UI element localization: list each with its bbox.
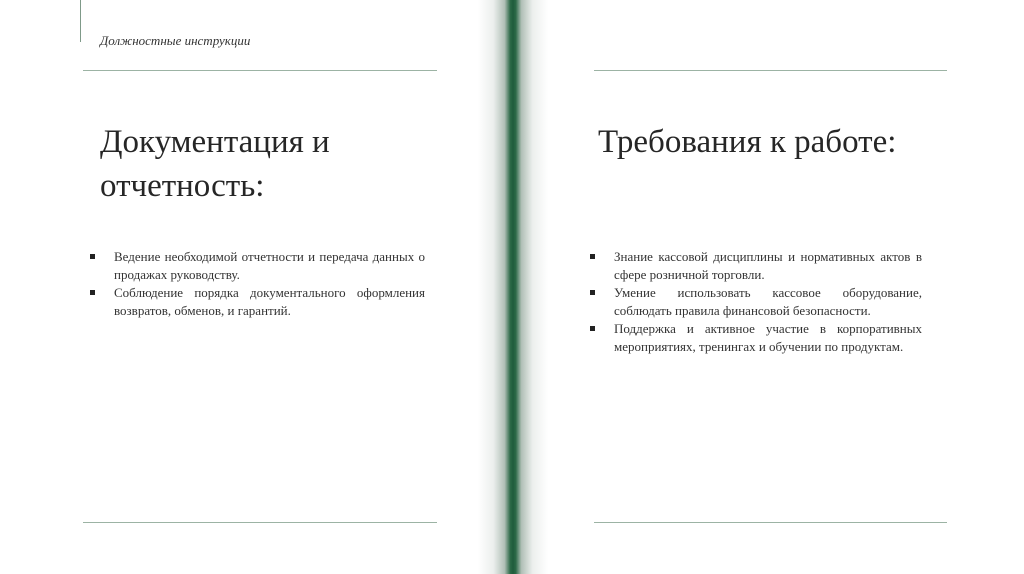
square-bullet-icon: [90, 290, 95, 295]
right-bullet-list: [590, 248, 922, 356]
square-bullet-icon: [590, 290, 595, 295]
square-bullet-icon: [590, 254, 595, 259]
list-item-text: Ведение необходимой отчетности и передача данных о продажах руководству.: [114, 249, 425, 282]
list-item-text: Знание кассовой дисциплины и нормативных актов в сфере розничной торговли.: [614, 249, 922, 282]
corner-mark-line: [80, 0, 81, 42]
left-bottom-divider: [83, 522, 437, 523]
document-header: Должностные инструкции: [100, 33, 251, 48]
left-section-heading: Документация и отчетность:: [100, 124, 330, 204]
list-item: [90, 248, 425, 284]
list-item-text: Умение использовать кассовое оборудование, соблюдать правила финансовой безопасности.: [614, 285, 922, 318]
book-spine: [478, 0, 548, 574]
left-bullet-list: [90, 248, 425, 320]
right-section-heading: Требования к работе:: [598, 124, 897, 160]
square-bullet-icon: [590, 326, 595, 331]
list-item: [590, 284, 922, 320]
square-bullet-icon: [90, 254, 95, 259]
list-item: [590, 320, 922, 356]
right-bottom-divider: [594, 522, 947, 523]
left-top-divider: [83, 70, 437, 71]
list-item: [90, 284, 425, 320]
list-item-text: Поддержка и активное участие в корпоративных мероприятиях, тренингах и обучении по продуктам.: [614, 321, 922, 354]
list-item-text: Соблюдение порядка документального оформления возвратов, обменов, и гарантий.: [114, 285, 425, 318]
right-top-divider: [594, 70, 947, 71]
list-item: [590, 248, 922, 284]
